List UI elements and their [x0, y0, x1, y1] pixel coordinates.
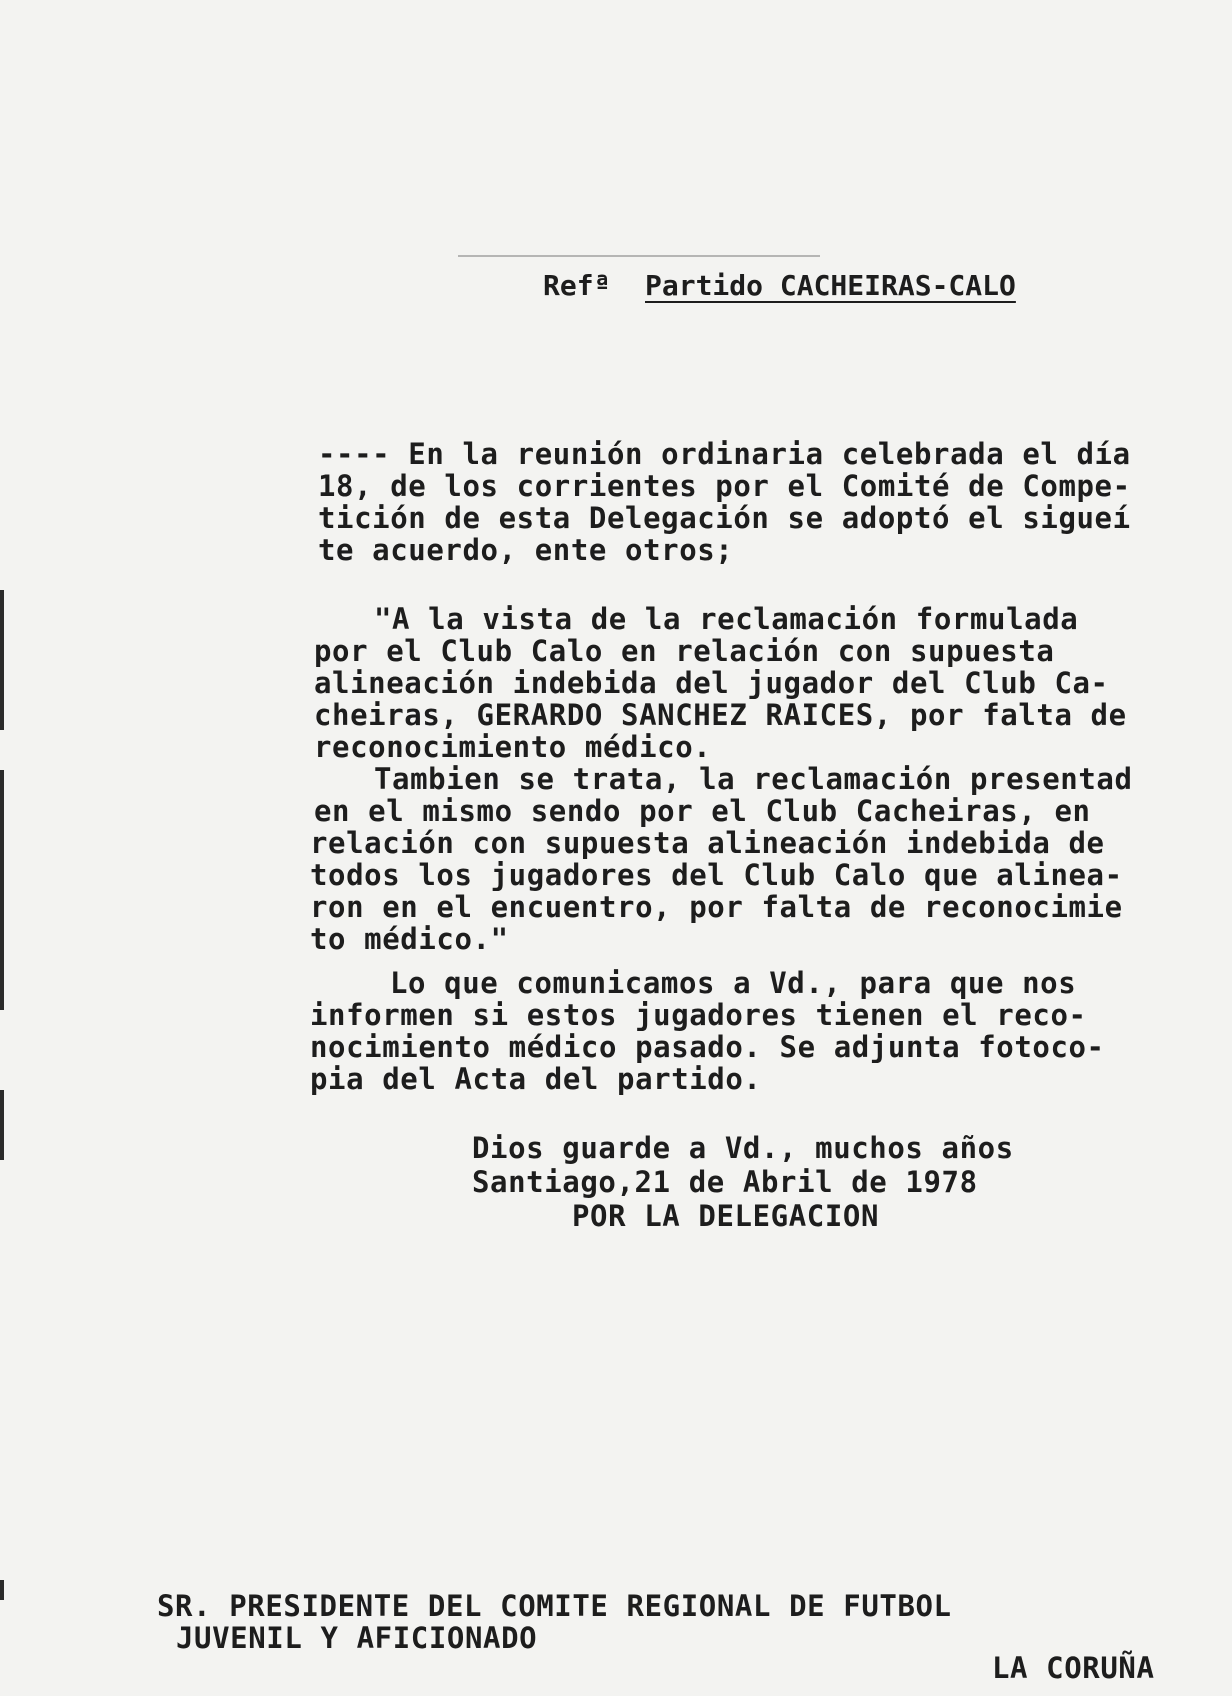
- recipient-line-2: JUVENIL Y AFICIONADO: [176, 1621, 538, 1655]
- body-line: nocimiento médico pasado. Se adjunta fotoco-: [310, 1030, 1105, 1064]
- reference-label: Refª: [543, 269, 611, 302]
- left-edge-mark: [0, 1090, 4, 1160]
- top-rule: [458, 255, 820, 257]
- body-line: Tambien se trata, la reclamación presentad: [374, 762, 1133, 796]
- signature-line: POR LA DELEGACION: [572, 1199, 880, 1233]
- body-line: ron en el encuentro, por falta de reconocimie: [310, 890, 1123, 924]
- body-line: cheiras, GERARDO SANCHEZ RAICES, por falta de: [314, 698, 1127, 732]
- body-line: pia del Acta del partido.: [310, 1062, 762, 1096]
- body-line: te acuerdo, ente otros;: [318, 533, 734, 567]
- reference-title: Partido CACHEIRAS-CALO: [645, 269, 1016, 302]
- left-edge-mark: [0, 590, 4, 730]
- closing-place-date: Santiago,21 de Abril de 1978: [472, 1165, 978, 1199]
- body-line: "A la vista de la reclamación formulada: [374, 602, 1079, 636]
- body-line: reconocimiento médico.: [314, 730, 712, 764]
- body-line: 18, de los corrientes por el Comité de Compe-: [318, 469, 1131, 503]
- closing-greeting: Dios guarde a Vd., muchos años: [472, 1131, 1014, 1165]
- left-edge-mark: [0, 770, 4, 1010]
- body-line: ---- En la reunión ordinaria celebrada el día: [318, 437, 1131, 471]
- body-line: todos los jugadores del Club Calo que alinea-: [310, 858, 1123, 892]
- body-line: alineación indebida del jugador del Club Ca-: [314, 666, 1109, 700]
- left-edge-mark: [0, 1580, 4, 1600]
- body-line: to médico.": [310, 922, 509, 956]
- recipient-city: LA CORUÑA: [992, 1651, 1155, 1685]
- body-line: relación con supuesta alineación indebida de: [310, 826, 1105, 860]
- body-line: tición de esta Delegación se adoptó el sigueí: [318, 501, 1131, 535]
- body-line: informen si estos jugadores tienen el reco-: [310, 998, 1087, 1032]
- body-line: en el mismo sendo por el Club Cacheiras, en: [314, 794, 1091, 828]
- body-line: Lo que comunicamos a Vd., para que nos: [390, 966, 1077, 1000]
- body-line: por el Club Calo en relación con supuesta: [314, 634, 1055, 668]
- recipient-line-1: SR. PRESIDENTE DEL COMITE REGIONAL DE FUTBOL: [157, 1589, 952, 1623]
